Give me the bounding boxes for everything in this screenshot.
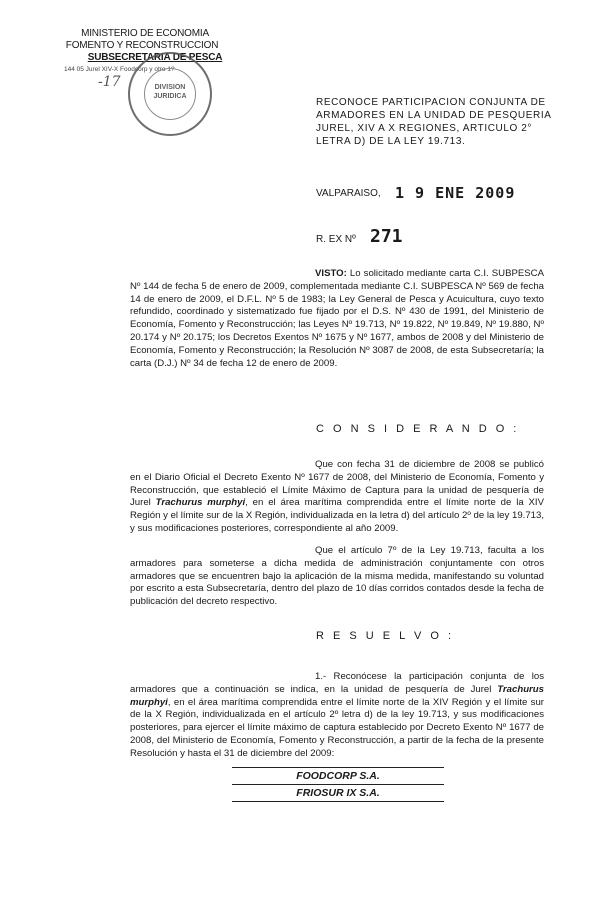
resuelvo-p1-text-b: , en el área marítima comprendida entre el límite norte de la XIV Región y el límite sur de la X Región, individualizada en el artículo 2º letra d) de la ley 19.713, y sus modificaciones posteriores, para ejercer el límite máximo de captura establecido por Decreto Exento Nº 1677 de 2008, del Ministerio de Economía, Fomento y Reconstrucción, a partir de la fecha de la presente Resolución y hasta el 31 de diciembre del 2009: [130,696,544,759]
considerando-heading: C O N S I D E R A N D O : [316,423,520,435]
title-line-1: RECONOCE PARTICIPACION CONJUNTA DE [316,97,546,108]
stamp-text-juridica: JURIDICA [153,93,187,100]
division-juridica-stamp [128,52,212,136]
title-line-4: LETRA D) DE LA LEY 19.713. [316,136,466,147]
date-stamp: 1 9 ENE 2009 [395,184,516,202]
table-middle-rule [232,784,444,785]
resuelvo-p1-species: Trachurus murphyi [130,683,544,708]
resuelvo-paragraph-1 [130,671,544,761]
considerando-p1-text-b: , en el área marítima comprendida entre el límite norte de la XIV Región y el límite sur de la X Región, individualizada en la letra d) del artículo 2º de la ley 19.713, y sus modificaciones posteriores, correspondiente al año 2009. [130,497,544,534]
visto-text: Lo solicitado mediante carta C.I. SUBPESCA Nº 144 de fecha 5 de enero de 2009, complementada mediante C.I. SUBPESCA Nº 569 de fecha 14 de enero de 2009, el D.F.L. Nº 5 de 1983; la Ley General de Pesca y Acuicultura, cuyo texto refundido, coordinado y sistematizado fue fijado por el D.S. Nº 430 de 1991, del Ministerio de Economía, Fomento y Reconstrucción; las Leyes Nº 19.713, Nº 19.822, Nº 19.849, Nº 19.880, Nº 20.174 y Nº 20.175; los Decretos Exentos Nº 1675 y Nº 1677, ambos de 2008 y del Ministerio de Economía, Fomento y Reconstrucción; la Resolución Nº 3087 de 2008, de esta Subsecretaría; la carta (D.J.) Nº 34 de fecha 12 de enero de 2009. [130,268,544,369]
considerando-paragraph-2: Que el artículo 7º de la Ley 19.713, faculta a los armadores para someterse a dicha medida de administración conjuntamente con otros armadores que se encuentren bajo la aplicación de la misma medida, manifestando su voluntad por escrito a esta Subsecretaría, dentro del plazo de 10 días corridos contados desde la fecha de publicación del decreto respectivo. [130,545,544,608]
handwritten-mark: -17 [98,74,121,90]
resolution-label: R. EX Nº [316,234,356,245]
city-label: VALPARAISO, [316,188,381,199]
table-bottom-rule [232,801,444,802]
visto-label: VISTO: [315,268,347,279]
resuelvo-p1-text-a: 1.- Reconócese la participación conjunta de los armadores que a continuación se indica, en la unidad de pesquería de Jurel [130,671,544,695]
stamp-text-division: DIVISION [154,84,186,91]
ministry-line-2: FOMENTO Y RECONSTRUCCION [65,40,219,51]
armador-row-1: FOODCORP S.A. [296,770,380,782]
ministry-line-1: MINISTERIO DE ECONOMIA [81,28,209,39]
armador-row-2: FRIOSUR IX S.A. [296,787,380,799]
title-line-3: JUREL, XIV A X REGIONES, ARTICULO 2° [316,123,533,134]
reference-line: 144 05 Jurel XIV-X Foodcorp y otro 1? [64,66,175,73]
document-title [316,96,556,148]
considerando-p1-text-a: Que con fecha 31 de diciembre de 2008 se publicó en el Diario Oficial el Decreto Exento Nº 1677 de 2008, del Ministerio de Economía, Fomento y Reconstrucción, que estableció el Límite Máximo de Captura para la unidad de pesquería de Jurel [130,459,544,509]
visto-paragraph [130,268,544,370]
considerando-paragraph-1 [130,459,544,536]
resolution-number: 271 [370,226,403,247]
table-top-rule [232,767,444,768]
title-line-2: ARMADORES EN LA UNIDAD DE PESQUERIA [316,110,552,121]
considerando-p1-species: Trachurus murphyi [155,497,246,509]
resuelvo-heading: R E S U E L V O : [316,630,455,642]
subsecretaria-label: SUBSECRETARIA DE PESCA [87,52,223,63]
